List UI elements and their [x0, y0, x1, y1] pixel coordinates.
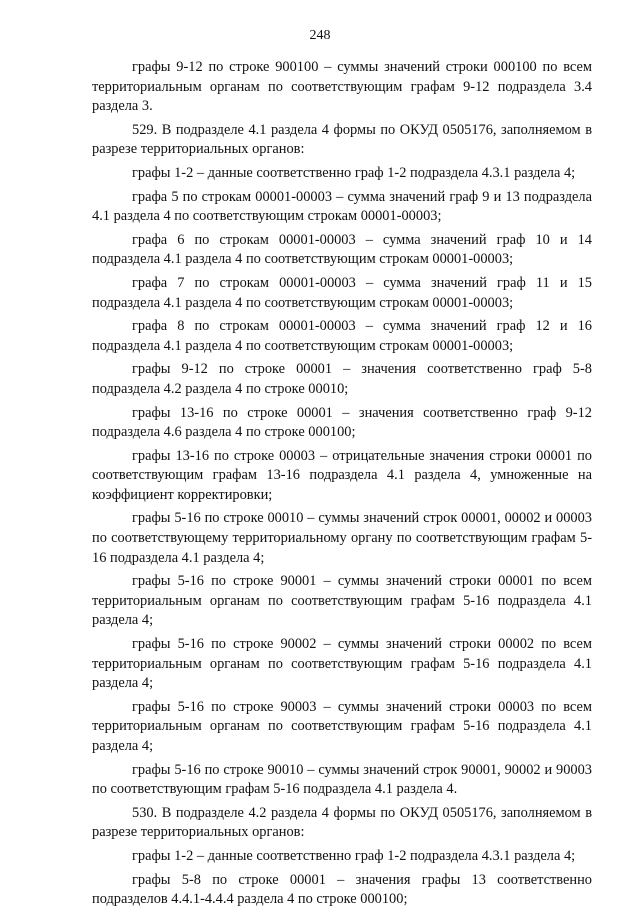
page-number: 248	[309, 28, 331, 43]
paragraph: графы 5-8 по строке 00001 – значения графы 13 соответственно подразделов 4.4.1-4.4.4 раздела 4 по строке 000100;	[92, 871, 592, 908]
paragraph: графы 5-16 по строке 90003 – суммы значений строки 00003 по всем территориальным органам по соответствующим графам 5-16 подраздела 4.1 раздела 4;	[92, 698, 592, 754]
document-body	[92, 58, 592, 914]
paragraph: графы 9-12 по строке 900100 – суммы значений строки 000100 по всем территориальным органам по соответствующим графам 9-12 подраздела 3.4 раздела 3.	[92, 59, 592, 115]
paragraph: графа 7 по строкам 00001-00003 – сумма значений граф 11 и 15 подраздела 4.1 раздела 4 по соответствующим строкам 00001-00003;	[92, 274, 592, 311]
paragraph: графы 5-16 по строке 90001 – суммы значений строки 00001 по всем территориальным органам по соответствующим графам 5-16 подраздела 4.1 раздела 4;	[92, 573, 592, 629]
paragraph: 530. В подразделе 4.2 раздела 4 формы по ОКУД 0505176, заполняемом в разрезе территориальных органов:	[92, 804, 592, 841]
paragraph: графы 1-2 – данные соответственно граф 1-2 подраздела 4.3.1 раздела 4;	[132, 164, 576, 181]
paragraph: графы 5-16 по строке 90010 – суммы значений строк 90001, 90002 и 90003 по соответствующим графам 5-16 подраздела 4.1 раздела 4.	[92, 761, 592, 798]
paragraph: графы 5-16 по строке 90002 – суммы значений строки 00002 по всем территориальным органам по соответствующим графам 5-16 подраздела 4.1 раздела 4;	[92, 636, 592, 692]
paragraph: графы 9-12 по строке 00001 – значения соответственно граф 5-8 подраздела 4.2 раздела 4 по строке 00010;	[92, 361, 592, 397]
paragraph: графа 6 по строкам 00001-00003 – сумма значений граф 10 и 14 подраздела 4.1 раздела 4 по соответствующим строкам 00001-00003;	[92, 231, 592, 268]
paragraph: графа 8 по строкам 00001-00003 – сумма значений граф 12 и 16 подраздела 4.1 раздела 4 по соответствующим строкам 00001-00003;	[92, 318, 592, 354]
paragraph: графы 13-16 по строке 00001 – значения соответственно граф 9-12 подраздела 4.6 раздела 4 по строке 000100;	[92, 404, 592, 441]
paragraph: графы 1-2 – данные соответственно граф 1-2 подраздела 4.3.1 раздела 4;	[132, 847, 576, 864]
paragraph: графы 13-16 по строке 00003 – отрицательные значения строки 00001 по соответствующим графам 13-16 подраздела 4.1 раздела 4, умноженные на коэффициент корректировки;	[92, 447, 592, 503]
paragraph: графы 5-16 по строке 00010 – суммы значений строк 00001, 00002 и 00003 по соответствующему территориальному органу по соответствующим графам 5-16 подраздела 4.1 раздела 4;	[92, 510, 592, 566]
paragraph: графа 5 по строкам 00001-00003 – сумма значений граф 9 и 13 подраздела 4.1 раздела 4 по соответствующим строкам 00001-00003;	[92, 188, 592, 225]
paragraph: 529. В подразделе 4.1 раздела 4 формы по ОКУД 0505176, заполняемом в разрезе территориальных органов:	[92, 121, 592, 158]
